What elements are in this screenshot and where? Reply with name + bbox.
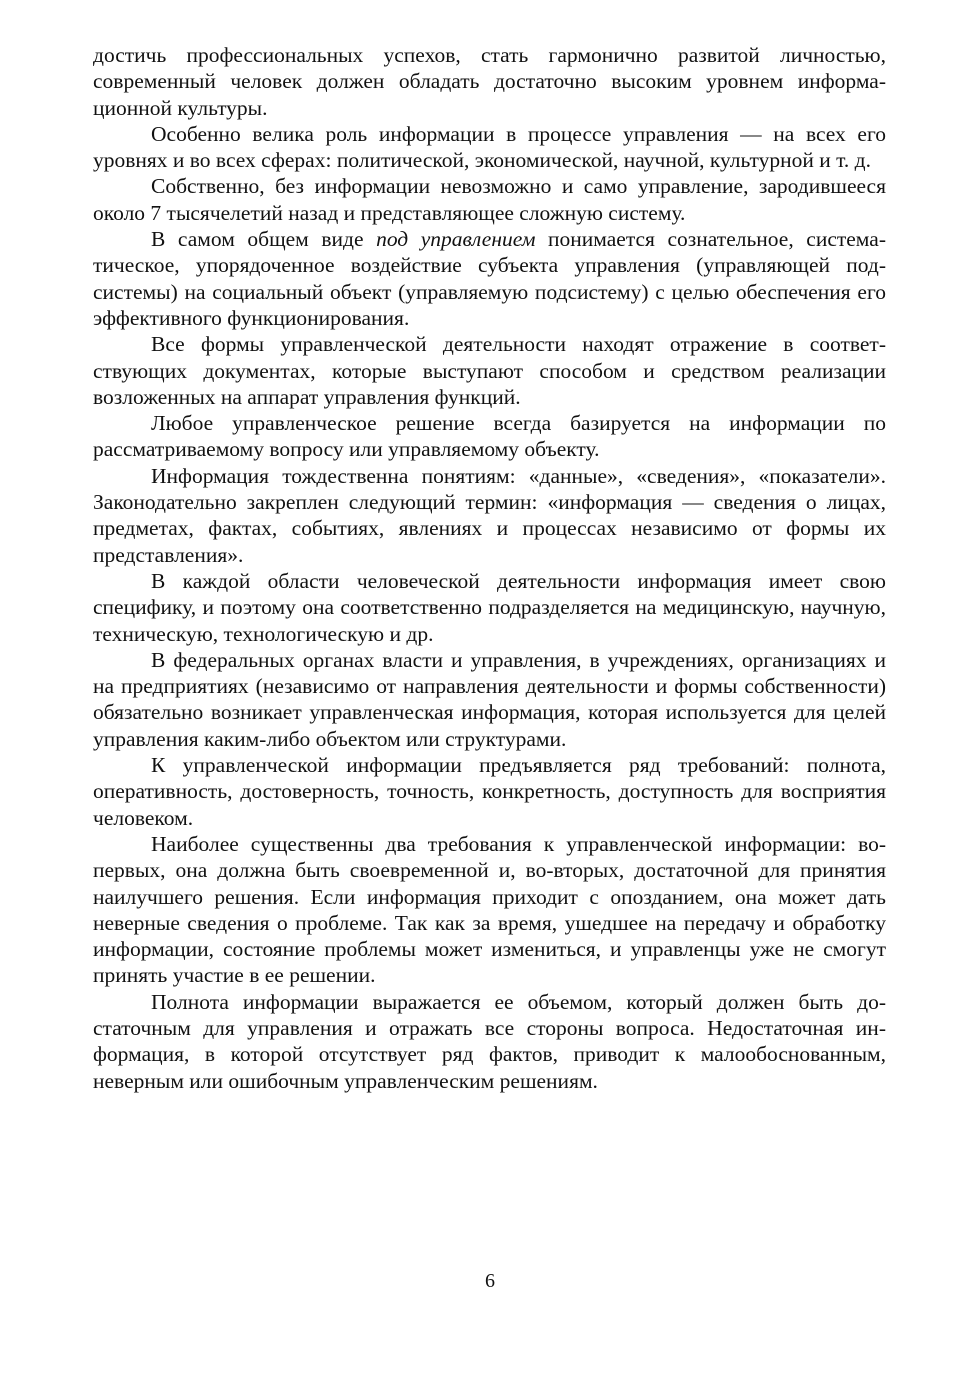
paragraph-text: достичь профессиональных успехов, стать гармонично развитой личностью, современный человек должен обладать достаточно высоким уровнем информационной культуры. <box>93 43 886 120</box>
italic-term: под управлением <box>376 227 536 252</box>
paragraph <box>93 410 886 463</box>
paragraph <box>93 647 886 752</box>
paragraph-text: В каждой области человеческой деятельности информация имеет свою специфику, и поэтому она соответственно подразделяется на медицинскую, научную, техническую, технологическую и др. <box>93 568 886 646</box>
page-number: 6 <box>485 1270 495 1292</box>
paragraph-text: Все формы управленческой деятельности находят отражение в соответствующих документах, которые выступают способом и средством реализации возложенных на аппарат управления функций. <box>93 332 886 409</box>
paragraph-text: Любое управленческое решение всегда базируется на информации по рассматриваемому вопросу или управляемому объекту. <box>93 411 886 462</box>
paragraph-text: Особенно велика роль информации в процессе управления — на всех его уровнях и во всех сферах: политической, экономической, научной, культурной и т. д. <box>93 121 886 173</box>
paragraph-text: Наиболее существенны два требования к управленческой информации: во-первых, она должна быть своевременной и, во-вторых, достаточной для принятия наилучшего решения. Если информация приходит с опозданием, она может дать неверные сведения о проблеме. Так как за время, ушедшее на передачу и обработку информации, состояние проблемы может измениться, и управленцы уже не смогут принять участие в ее решении. <box>93 831 886 988</box>
paragraph <box>93 752 886 831</box>
paragraph <box>93 42 886 121</box>
paragraph-text: Собственно, без информации невозможно и само управление, зародившееся около 7 тысячелетий назад и представляющее сложную систему. <box>93 174 886 225</box>
paragraph <box>93 226 886 331</box>
paragraph-text: понимается сознательное, систематическое, упорядоченное воздействие субъекта управления (управляющей подсистемы) на социальный объект (управляемую подсистему) с целью обеспечения его эффективного функционирования. <box>93 227 886 330</box>
paragraph <box>93 568 886 647</box>
paragraph-text: Полнота информации выражается ее объемом, который должен быть достаточным для управления и отражать все стороны вопроса. Недостаточная информация, в которой отсутствует ряд фактов, приводит к малообоснованным, неверным или ошибочным управленческим решениям. <box>93 989 886 1093</box>
paragraph-text: К управленческой информации предъявляется ряд требований: полнота, оперативность, достоверность, точность, конкретность, доступность для восприятия человеком. <box>93 753 886 830</box>
paragraph-text: В самом общем виде <box>151 227 377 252</box>
paragraph-text: Информация тождественна понятиям: «данные», «сведения», «показатели». Законодательно закреплен следующий термин: «информация — сведения о лицах, предметах, фактах, событиях, явлениях и процессах независимо от формы их представления». <box>93 463 886 567</box>
paragraph-text: В федеральных органах власти и управления, в учреждениях, организациях и на предприятиях (независимо от направления деятельности и формы собственности) обязательно возникает управленческая информация, которая используется для целей управления каким-либо объектом или структурами. <box>93 647 886 751</box>
paragraph <box>93 989 886 1094</box>
paragraph <box>93 173 886 226</box>
body-text <box>93 42 886 1094</box>
paragraph <box>93 331 886 410</box>
paragraph <box>93 463 886 568</box>
paragraph <box>93 831 886 989</box>
paragraph <box>93 121 886 174</box>
